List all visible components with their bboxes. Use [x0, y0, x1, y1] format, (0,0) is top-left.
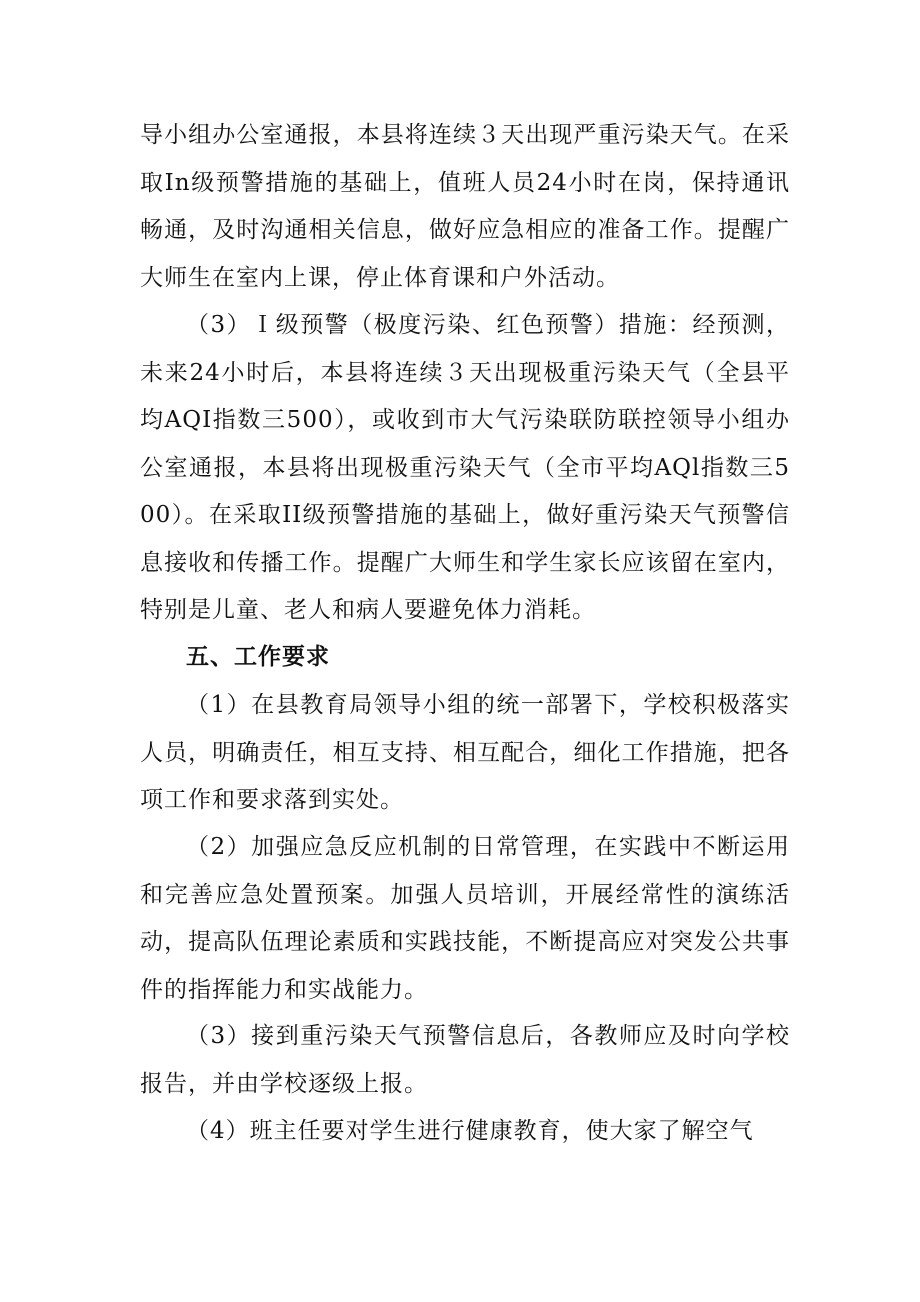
paragraph-requirement-1: （1）在县教育局领导小组的统一部署下，学校积极落实人员，明确责任，相互支持、相互配合，细化工作措施，把各项工作和要求落到实处。 [140, 692, 790, 813]
paragraph-requirement-2: （2）加强应急反应机制的日常管理，在实践中不断运用和完善应急处置预案。加强人员培训，开展经常性的演练活动，提高队伍理论素质和实践技能，不断提高应对突发公共事件的指挥能力和实战能力。 [140, 834, 790, 1003]
section-heading-work-requirements: 五、工作要求 [186, 644, 330, 670]
paragraph-requirement-4: （4）班主任要对学生进行健康教育，使大家了解空气 [186, 1118, 754, 1144]
paragraph-level-1-warning-measures: （3）Ｉ级预警（极度污染、红色预警）措施：经预测，未来24小时后，本县将连续３天出现极重污染天气（全县平均AQI指数三500），或收到市大气污染联防联控领导小组办公室通报，本县将出现极重污染天气（全市平均AQl指数三500）。在采取II级预警措施的基础上，做好重污染天气预警信息接收和传播工作。提醒广大师生和学生家长应该留在室内，特别是儿童、老人和病人要避免体力消耗。 [140, 312, 790, 623]
paragraph-continuation-level-2-warning: 导小组办公室通报，本县将连续３天出现严重污染天气。在采取In级预警措施的基础上，值班人员24小时在岗，保持通讯畅通，及时沟通相关信息，做好应急相应的准备工作。提醒广大师生在室内上课，停止体育课和户外活动。 [140, 122, 790, 291]
paragraph-requirement-3: （3）接到重污染天气预警信息后，各教师应及时向学校报告，并由学校逐级上报。 [140, 1023, 790, 1097]
